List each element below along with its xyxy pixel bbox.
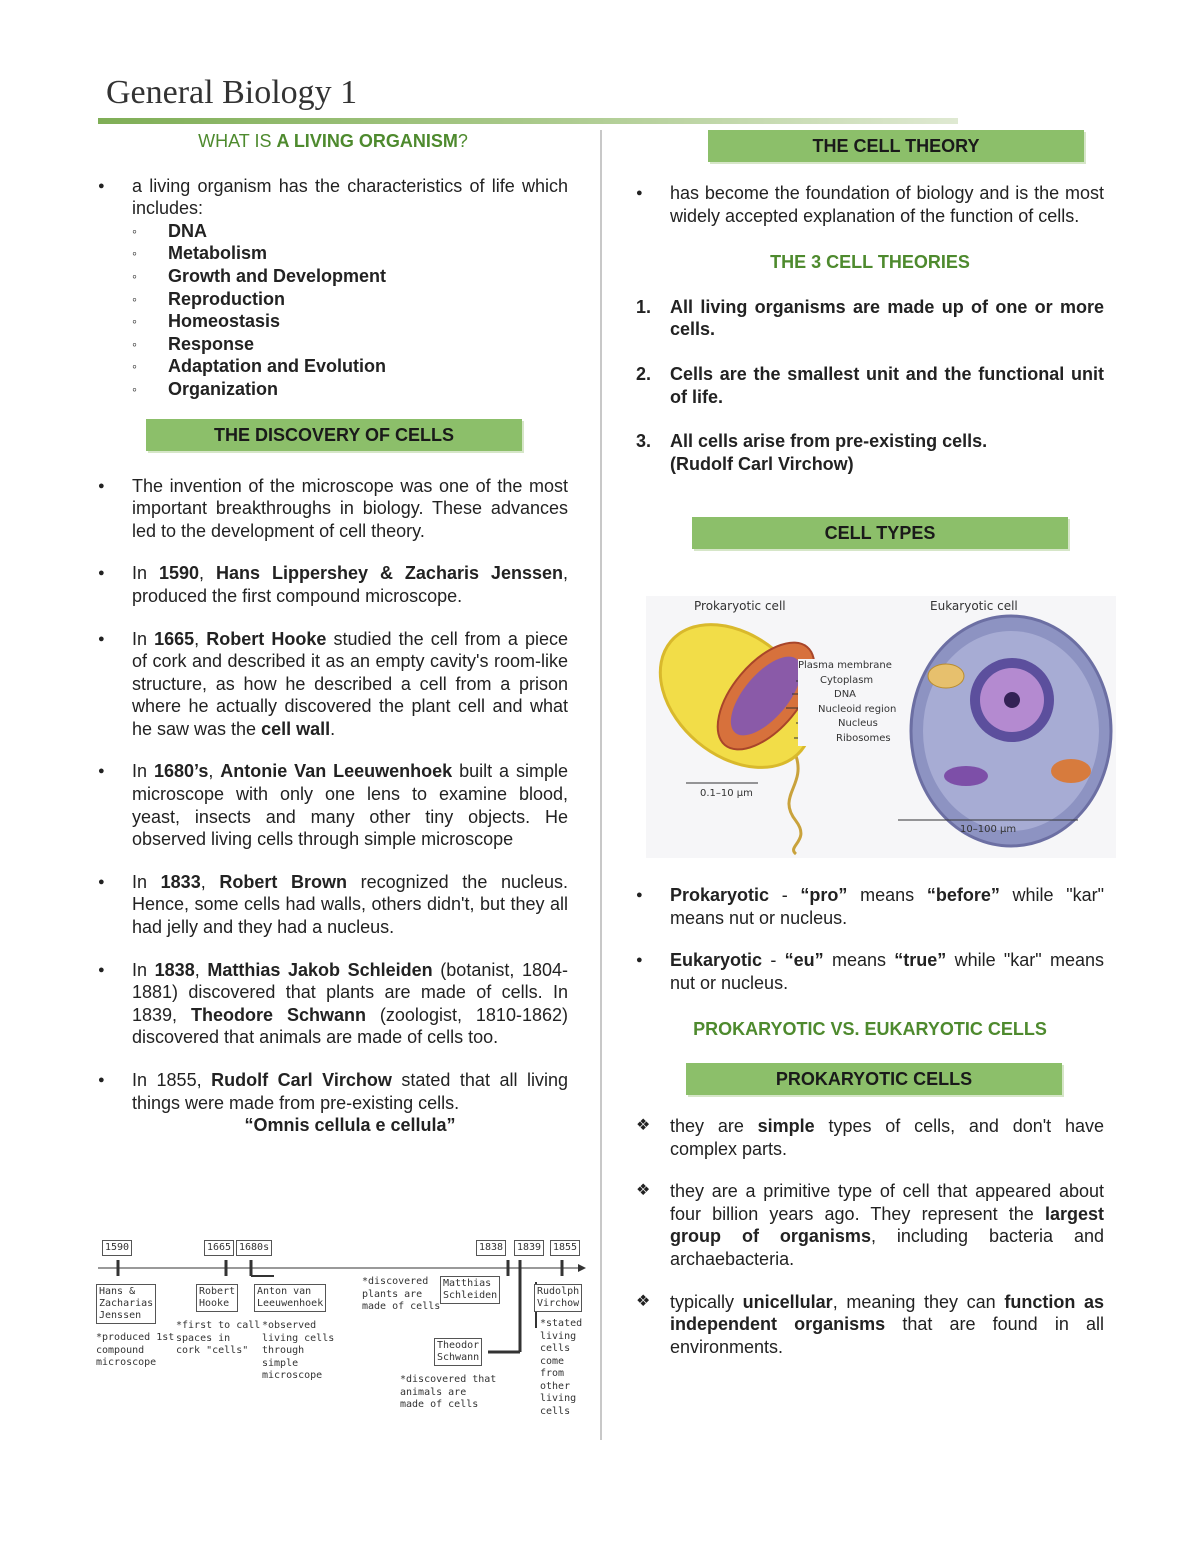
year-1839: 1839	[514, 1240, 544, 1256]
virchow-box: Rudolph Virchow	[534, 1284, 582, 1312]
theory-1: 1. All living organisms are made up of one or more cells.	[636, 296, 1104, 340]
cell-types-heading: CELL TYPES	[692, 517, 1068, 549]
label-nucleus: Nucleus	[838, 718, 878, 729]
discovery-heading: THE DISCOVERY OF CELLS	[146, 419, 522, 451]
label-dna: DNA	[834, 689, 857, 700]
theory-2: 2. Cells are the smallest unit and the functional unit of life.	[636, 363, 1104, 407]
schleiden-box: Matthias Schleiden	[440, 1276, 500, 1304]
theory-3: 3. All cells arise from pre-existing cells. (Rudolf Carl Virchow)	[636, 431, 988, 474]
column-divider	[600, 130, 602, 1440]
prokaryotic-cell-title: Prokaryotic cell	[694, 599, 786, 613]
animals-note: *discovered that animals are made of cells	[400, 1374, 497, 1410]
year-1665: 1665	[204, 1240, 234, 1256]
virchow-quote: “Omnis cellula e cellula”	[244, 1115, 456, 1136]
left-column	[98, 130, 568, 1137]
prokaryotic-point-unicellular: ❖ typically unicellular, meaning they can function as independent organisms that are found in all environments.	[636, 1291, 1104, 1359]
schwann-box: Theodor Schwann	[434, 1338, 482, 1366]
list-item: ◦ Adaptation and Evolution	[132, 355, 568, 378]
label-ribosomes: Ribosomes	[836, 732, 891, 744]
discovery-bullet-1855: ● In 1855, Rudolf Carl Virchow stated that all living things were made from pre-existing cells.	[98, 1069, 568, 1114]
virchow-note: *stated living cells come from other living cells	[540, 1318, 583, 1417]
cell-theory-bullet: ● has become the foundation of biology and is the most widely accepted explanation of the function of cells.	[636, 182, 1104, 227]
list-item: ◦ Growth and Development	[132, 265, 568, 288]
eukaryotic-definition: ● Eukaryotic - “eu” means “true” while "kar" means nut or nucleus.	[636, 949, 1104, 994]
discovery-timeline	[96, 1232, 586, 1422]
prokaryotic-point-simple: ❖ they are simple types of cells, and don't have complex parts.	[636, 1115, 1104, 1160]
label-cytoplasm: Cytoplasm	[820, 674, 874, 686]
discovery-bullet-1590: ● In 1590, Hans Lippershey & Zacharis Jenssen, produced the first compound microscope.	[98, 562, 568, 607]
leeuwenhoek-box: Anton van Leeuwenhoek	[254, 1284, 326, 1312]
eukaryotic-scale: 10–100 µm	[960, 824, 1017, 835]
prokaryotic-definition: ● Prokaryotic - “pro” means “before” while "kar" means nut or nucleus.	[636, 884, 1104, 929]
discovery-bullet-1838: ● In 1838, Matthias Jakob Schleiden (botanist, 1804-1881) discovered that plants are made of cells. In 1839, Theodore Schwann (zoologist, 1810-1862) discovered that animals are made of cells too.	[98, 959, 568, 1049]
year-1855: 1855	[550, 1240, 580, 1256]
label-nucleoid-region: Nucleoid region	[818, 703, 897, 715]
cell-theory-heading: THE CELL THEORY	[708, 130, 1084, 162]
list-item: ◦ Metabolism	[132, 242, 568, 265]
list-item: ◦ Response	[132, 333, 568, 356]
cell-types-figure	[646, 596, 1116, 858]
timeline-axis	[96, 1232, 586, 1422]
prokaryotic-scale: 0.1–10 µm	[700, 788, 753, 799]
list-item: ◦ DNA	[132, 220, 568, 243]
list-item: ◦ Reproduction	[132, 288, 568, 311]
list-item: ◦ Organization	[132, 378, 568, 401]
living-intro: ● a living organism has the characteristics of life which includes:	[98, 175, 568, 220]
plants-note: *discovered plants are made of cells	[362, 1276, 441, 1312]
hans-box: Hans & Zacharias Jenssen	[96, 1284, 156, 1324]
right-column	[636, 130, 1104, 549]
prokaryotic-point-primitive: ❖ they are a primitive type of cell that appeared about four billion years ago. They represent the largest group of organisms, including bacteria and archaebacteria.	[636, 1180, 1104, 1270]
comparison-heading: PROKARYOTIC VS. EUKARYOTIC CELLS	[693, 1019, 1047, 1040]
year-1680s: 1680s	[236, 1240, 272, 1256]
leeuwenhoek-note: *observed living cells through simple microscope	[262, 1320, 335, 1381]
list-item: ◦ Homeostasis	[132, 310, 568, 333]
discovery-bullet-1665: ● In 1665, Robert Hooke studied the cell from a piece of cork and described it as an empty cavity's room-like structure, as how he described a cell from a prison where he actually discovered the plant cell and what he saw was the cell wall.	[98, 628, 568, 741]
document-title: General Biology 1	[106, 74, 358, 111]
cell-part-labels	[798, 659, 896, 746]
hooke-note: *first to call spaces in cork "cells"	[176, 1320, 261, 1356]
discovery-bullet-1680s: ● In 1680’s, Antonie Van Leeuwenhoek built a simple microscope with only one lens to examine blood, yeast, insects and many other tiny objects. He observed living cells through simple microscope	[98, 760, 568, 850]
year-1590: 1590	[102, 1240, 132, 1256]
three-theories-heading: THE 3 CELL THEORIES	[770, 252, 970, 273]
hans-note: *produced 1st compound microscope	[96, 1332, 175, 1368]
label-plasma-membrane: Plasma membrane	[798, 660, 892, 671]
right-column-lower	[636, 884, 1104, 1358]
year-1838: 1838	[476, 1240, 506, 1256]
hooke-box: Robert Hooke	[196, 1284, 238, 1312]
discovery-bullet-microscope: ● The invention of the microscope was one of the most important breakthroughs in biology. These advances led to the development of cell theory.	[98, 475, 568, 543]
living-organism-heading: WHAT IS A LIVING ORGANISM?	[198, 131, 468, 151]
title-rule	[98, 118, 958, 124]
prokaryotic-cells-heading: PROKARYOTIC CELLS	[686, 1063, 1062, 1095]
characteristics-list	[98, 220, 568, 401]
eukaryotic-cell-title: Eukaryotic cell	[930, 599, 1018, 613]
discovery-bullet-1833: ● In 1833, Robert Brown recognized the nucleus. Hence, some cells had walls, others didn't, but they all had jelly and they had a nucleus.	[98, 871, 568, 939]
